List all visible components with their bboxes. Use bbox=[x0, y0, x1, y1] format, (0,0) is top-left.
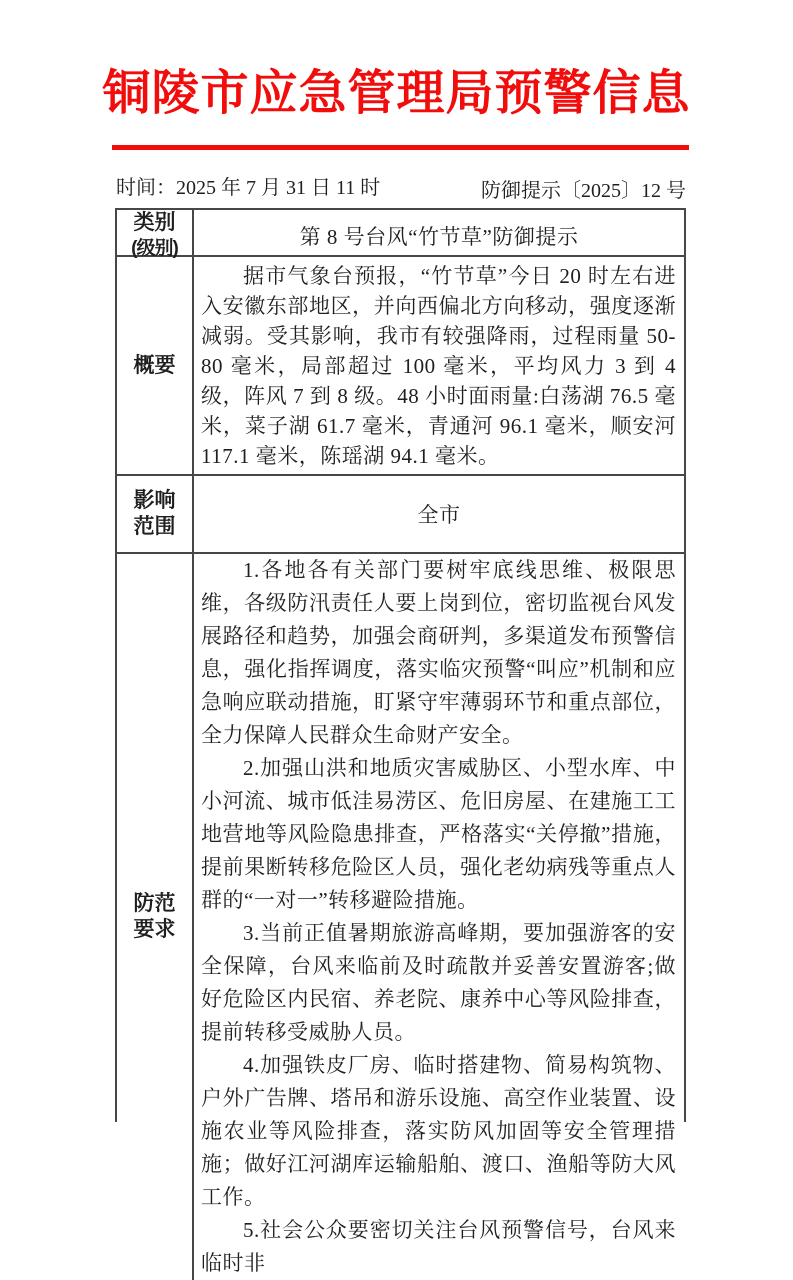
summary-paragraph: 据市气象台预报，“竹节草”今日 20 时左右进入安徽东部地区，并向西偏北方向移动，强度逐渐减弱。受其影响，我市有较强降雨，过程雨量 50-80 毫米，局部超过 100 毫米，平均风力 3 到 4 级，阵风 7 到 8 级。48 小时面雨量:白荡湖 76.5 毫米，菜子湖 61.7 毫米，青通河 96.1 毫米，顺安河 117.1 毫米，陈瑶湖 94.1 毫米。 bbox=[201, 263, 676, 468]
issue-time: 时间：2025 年 7 月 31 日 11 时 bbox=[116, 177, 381, 199]
requirements-label bbox=[117, 554, 194, 1280]
category-label bbox=[117, 210, 194, 262]
table-row-requirements bbox=[117, 554, 684, 1280]
doc-number: 防御提示〔2025〕12 号 bbox=[481, 180, 686, 202]
requirements-value bbox=[194, 554, 684, 1280]
category-label-line2: (级别) bbox=[131, 238, 178, 259]
requirement-item: 4.加强铁皮厂房、临时搭建物、简易构筑物、户外广告牌、塔吊和游乐设施、高空作业装置、设施农业等风险排查，落实防风加固等安全管理措施；做好江河湖库运输船舶、渡口、渔船等防大风工作。 bbox=[201, 1053, 676, 1209]
title-underline bbox=[112, 145, 689, 150]
requirement-item: 5.社会公众要密切关注台风预警信号，台风来临时非 bbox=[201, 1218, 676, 1275]
page-title: 铜陵市应急管理局预警信息 bbox=[102, 67, 691, 120]
summary-label-text: 概要 bbox=[133, 353, 176, 377]
scope-value: 全市 bbox=[417, 503, 461, 527]
summary-label bbox=[117, 257, 194, 474]
table-row-summary bbox=[117, 257, 684, 476]
table-row-scope bbox=[117, 476, 684, 554]
scope-label bbox=[117, 476, 194, 552]
category-value: 第 8 号台风“竹节草”防御提示 bbox=[299, 225, 579, 249]
table-row-category bbox=[117, 210, 684, 257]
category-label-line1: 类别 bbox=[133, 211, 176, 234]
requirement-item: 3.当前正值暑期旅游高峰期，要加强游客的安全保障，台风来临前及时疏散并妥善安置游客;做好危险区内民宿、养老院、康养中心等风险排查，提前转移受威胁人员。 bbox=[201, 921, 676, 1044]
requirements-label-line1: 防范 bbox=[133, 892, 176, 915]
warning-table bbox=[115, 208, 686, 1275]
summary-value bbox=[194, 257, 684, 474]
requirement-item: 1.各地各有关部门要树牢底线思维、极限思维，各级防汛责任人要上岗到位，密切监视台风发展路径和趋势，加强会商研判，多渠道发布预警信息，强化指挥调度，落实临灾预警“叫应”机制和应急响应联动措施，盯紧守牢薄弱环节和重点部位，全力保障人民群众生命财产安全。 bbox=[201, 558, 676, 747]
scope-label-line1: 影响 bbox=[133, 489, 176, 512]
meta-row bbox=[116, 171, 686, 200]
scope-label-line2: 范围 bbox=[133, 515, 176, 538]
requirements-label-line2: 要求 bbox=[133, 918, 176, 941]
requirement-item: 2.加强山洪和地质灾害威胁区、小型水库、中小河流、城市低洼易涝区、危旧房屋、在建施工工地营地等风险隐患排查，严格落实“关停撤”措施，提前果断转移危险区人员，强化老幼病残等重点人群的“一对一”转移避险措施。 bbox=[201, 756, 676, 912]
